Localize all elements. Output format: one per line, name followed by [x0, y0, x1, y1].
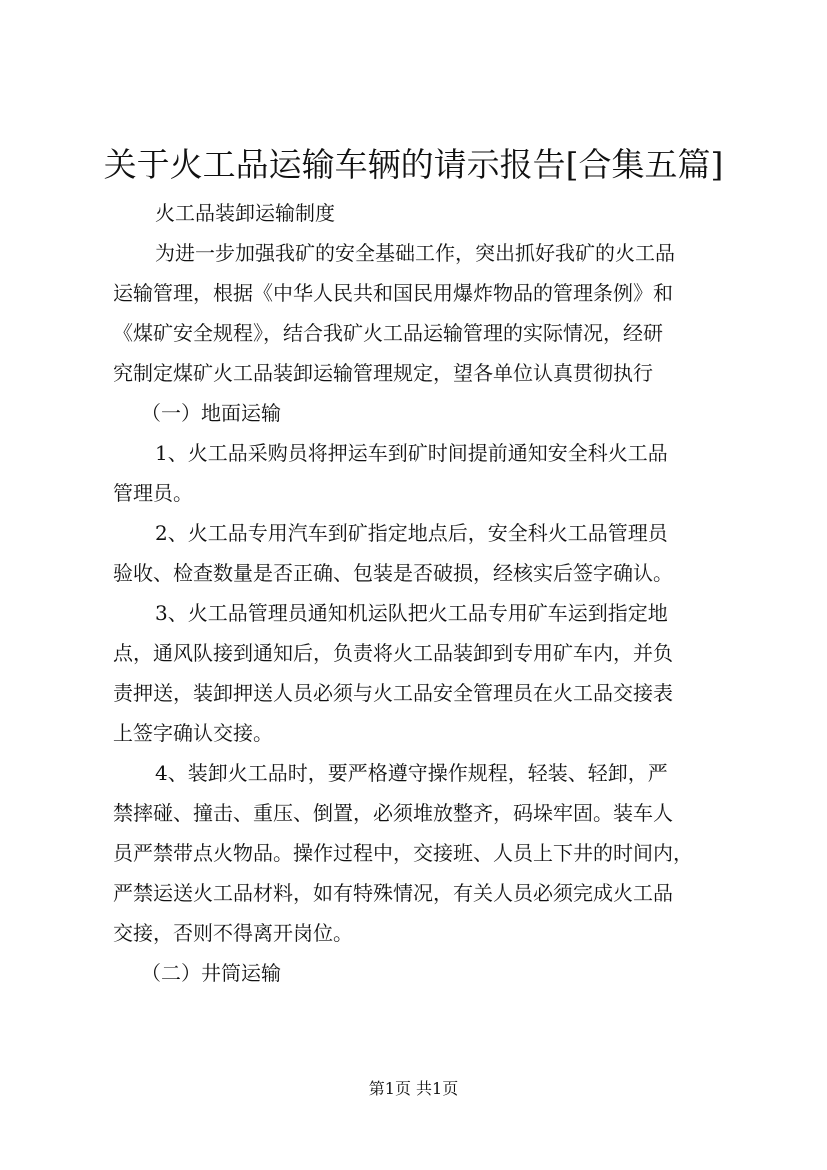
paragraph-line: 为进一步加强我矿的安全基础工作，突出抓好我矿的火工品 — [155, 241, 675, 265]
paragraph-line: 《煤矿安全规程》，结合我矿火工品运输管理的实际情况，经研 — [113, 321, 663, 345]
paragraph-line: 究制定煤矿火工品装卸运输管理规定，望各单位认真贯彻执行 — [113, 361, 653, 385]
paragraph-line: 员严禁带点火物品。操作过程中，交接班、人员上下井的时间内， — [113, 841, 693, 865]
paragraph-line: 3、火工品管理员通知机运队把火工品专用矿车运到指定地 — [155, 601, 668, 625]
paragraph-line: 上签字确认交接。 — [113, 721, 273, 745]
paragraph-line: 管理员。 — [113, 481, 193, 505]
paragraph-line: 运输管理，根据《中华人民共和国民用爆炸物品的管理条例》和 — [113, 281, 673, 305]
paragraph-line: 1、火工品采购员将押运车到矿时间提前通知安全科火工品 — [155, 441, 668, 465]
paragraph-line: 2、火工品专用汽车到矿指定地点后，安全科火工品管理员 — [155, 521, 668, 545]
subsection-heading: （二）井筒运输 — [141, 961, 281, 985]
paragraph-line: 严禁运送火工品材料，如有特殊情况，有关人员必须完成火工品 — [113, 881, 673, 905]
page-number-footer: 第1页 共1页 — [368, 1079, 459, 1098]
paragraph-line: 验收、检查数量是否正确、包装是否破损，经核实后签字确认。 — [113, 561, 673, 585]
document-body — [113, 193, 738, 993]
paragraph-line: 责押送，装卸押送人员必须与火工品安全管理员在火工品交接表 — [113, 681, 673, 705]
paragraph-line: 4、装卸火工品时，要严格遵守操作规程，轻装、轻卸，严 — [155, 761, 668, 785]
section-title: 火工品装卸运输制度 — [155, 201, 335, 225]
paragraph-line: 交接，否则不得离开岗位。 — [113, 921, 353, 945]
subsection-heading: （一）地面运输 — [141, 401, 281, 425]
document-title: 关于火工品运输车辆的请示报告[合集五篇] — [103, 145, 724, 184]
paragraph-line: 禁摔碰、撞击、重压、倒置，必须堆放整齐，码垛牢固。装车人 — [113, 801, 673, 825]
paragraph-line: 点，通风队接到通知后，负责将火工品装卸到专用矿车内，并负 — [113, 641, 673, 665]
